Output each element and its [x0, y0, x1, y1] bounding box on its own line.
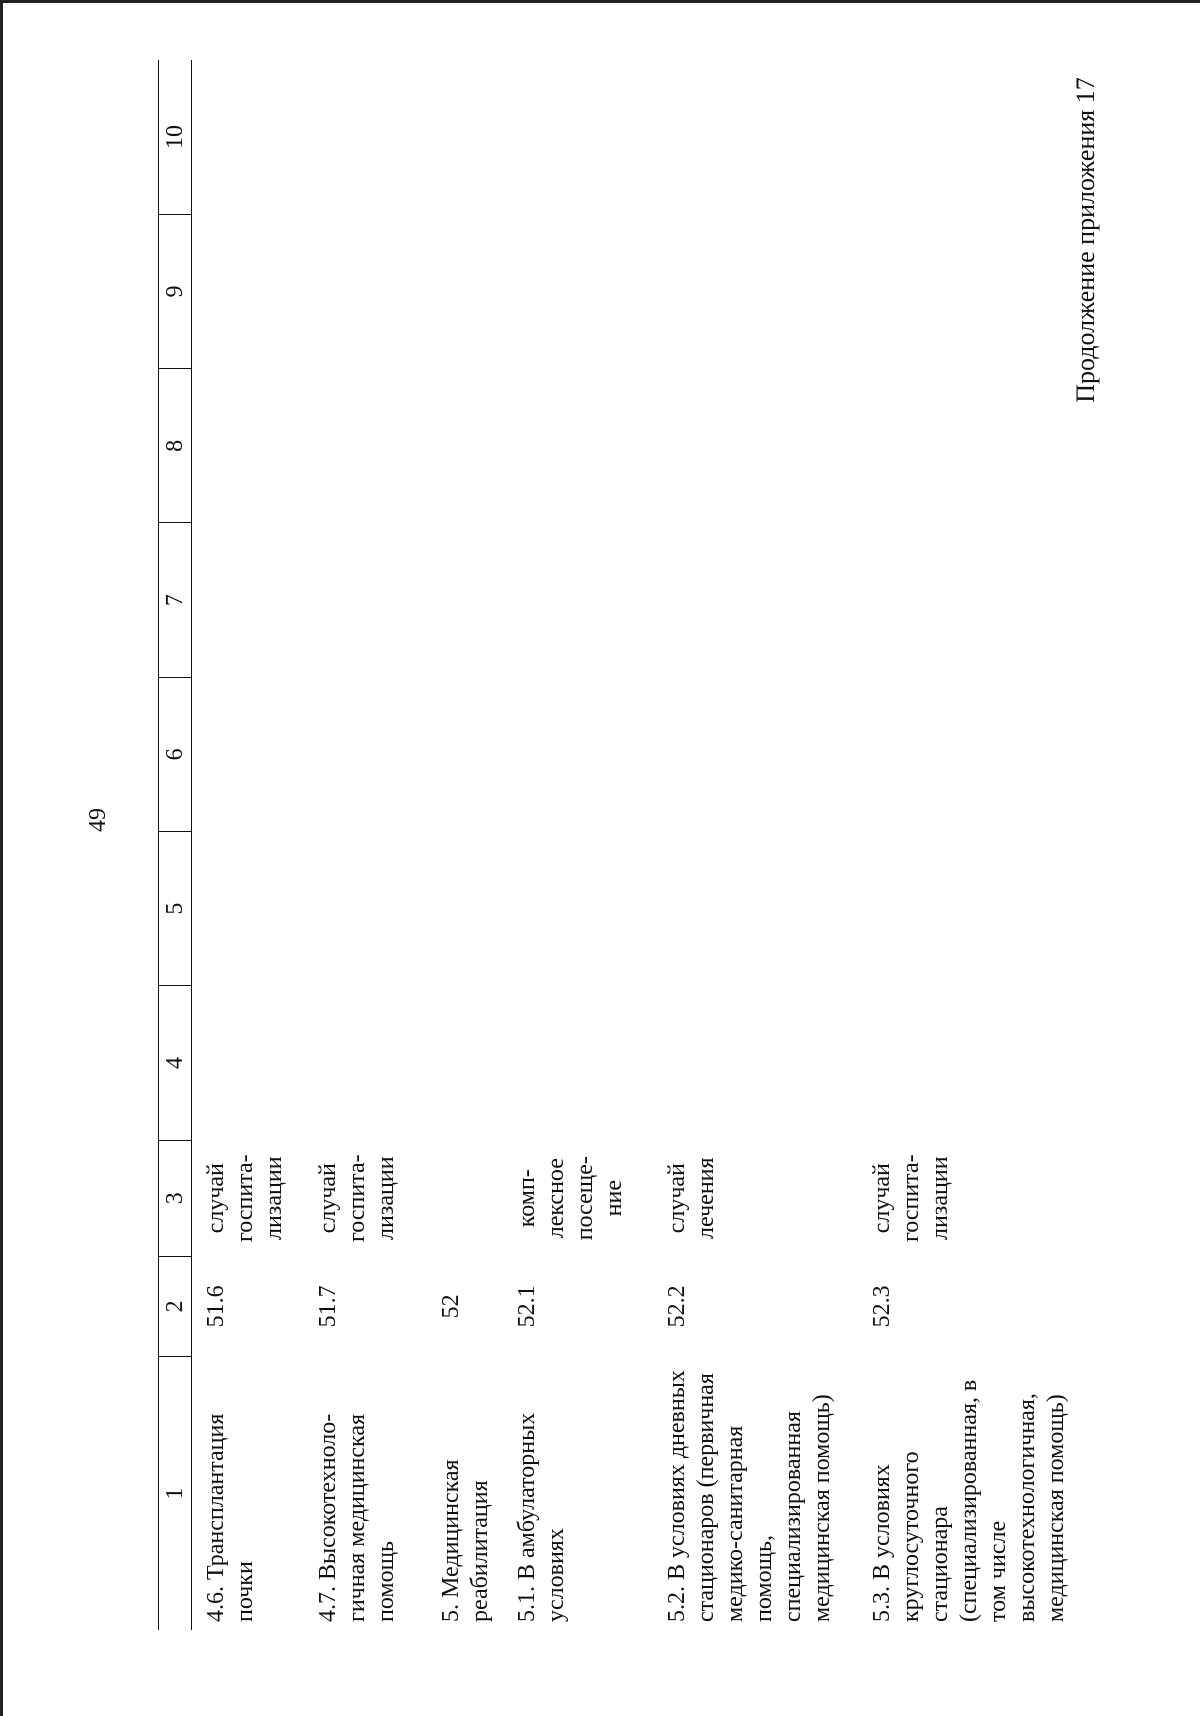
empty-cell [192, 986, 304, 1140]
row-label: 5.3. В условиях круглосуточного стационара (специализированная, в том числе высокотехнологичная, медицинская помощь) [868, 1379, 1069, 1622]
empty-cell [304, 60, 427, 214]
column-header: 8 [159, 369, 192, 523]
empty-cell [427, 523, 503, 677]
row-code: 51.6 [203, 1285, 229, 1328]
empty-cell [653, 369, 858, 523]
empty-cell [192, 523, 304, 677]
empty-cell [503, 214, 653, 368]
row-code: 52.2 [663, 1285, 690, 1328]
table-row [858, 60, 1079, 1630]
empty-cell [192, 677, 304, 831]
empty-cell [304, 369, 427, 523]
rotated-table-frame [158, 60, 1200, 1630]
empty-cell [503, 832, 653, 986]
data-table [158, 60, 1079, 1630]
empty-cell [427, 986, 503, 1140]
empty-cell [653, 523, 858, 677]
empty-cell [503, 677, 653, 831]
row-label: 4.6. Трансплантация почки [203, 1413, 258, 1622]
empty-cell [858, 369, 1079, 523]
empty-cell [427, 677, 503, 831]
empty-cell [304, 832, 427, 986]
empty-cell [427, 214, 503, 368]
empty-cell [503, 369, 653, 523]
row-label: 5.2. В условиях дневных стационаров (первичная медико-санитарная помощь, специализированная медицинская помощь) [663, 1370, 835, 1622]
row-code: 52 [437, 1294, 464, 1319]
empty-cell [858, 832, 1079, 986]
empty-cell [192, 214, 304, 368]
row-unit: комп-лексное посеще-ние [513, 1156, 627, 1241]
empty-cell [192, 369, 304, 523]
empty-cell [858, 677, 1079, 831]
column-header: 6 [159, 677, 192, 831]
column-header: 3 [159, 1140, 192, 1256]
empty-cell [304, 677, 427, 831]
row-unit: случай лечения [663, 1157, 719, 1239]
empty-cell [858, 60, 1079, 214]
column-header: 10 [159, 60, 192, 214]
row-code: 52.3 [868, 1285, 895, 1328]
row-code: 51.7 [314, 1285, 341, 1328]
column-header: 1 [159, 1356, 192, 1630]
table-row [192, 60, 304, 1630]
row-unit: случай госпита-лизации [203, 1154, 287, 1242]
row-code: 52.1 [513, 1285, 540, 1328]
column-header: 9 [159, 214, 192, 368]
empty-cell [503, 986, 653, 1140]
column-header: 4 [159, 986, 192, 1140]
empty-cell [192, 832, 304, 986]
table-row [503, 60, 653, 1630]
scan-edge-top [0, 0, 1200, 3]
empty-cell [653, 677, 858, 831]
empty-cell [427, 369, 503, 523]
empty-cell [304, 986, 427, 1140]
empty-cell [427, 832, 503, 986]
table-header-row [159, 60, 192, 1630]
table-row [304, 60, 427, 1630]
empty-cell [653, 986, 858, 1140]
empty-cell [653, 60, 858, 214]
empty-cell [858, 523, 1079, 677]
continuation-note: Продолжение приложения 17 [1071, 77, 1100, 403]
row-unit: случай госпита-лизации [314, 1154, 399, 1242]
empty-cell [304, 523, 427, 677]
table-row [653, 60, 858, 1630]
row-label: 5.1. В амбулаторных условиях [513, 1412, 569, 1622]
empty-cell [503, 60, 653, 214]
row-unit [427, 1140, 503, 1256]
empty-cell [653, 214, 858, 368]
scan-edge-left [0, 0, 3, 1716]
empty-cell [858, 986, 1079, 1140]
empty-cell [653, 832, 858, 986]
empty-cell [304, 214, 427, 368]
table-row [427, 60, 503, 1630]
page-number: 49 [85, 808, 111, 832]
column-header: 5 [159, 832, 192, 986]
row-unit: случай госпита-лизации [868, 1154, 953, 1242]
empty-cell [858, 214, 1079, 368]
column-header: 2 [159, 1256, 192, 1356]
row-label: 5. Медицинская реабилитация [437, 1459, 493, 1622]
row-label: 4.7. Высокотехноло-гичная медицинская помощь [314, 1413, 399, 1622]
column-header: 7 [159, 523, 192, 677]
empty-cell [192, 60, 304, 214]
empty-cell [503, 523, 653, 677]
empty-cell [427, 60, 503, 214]
